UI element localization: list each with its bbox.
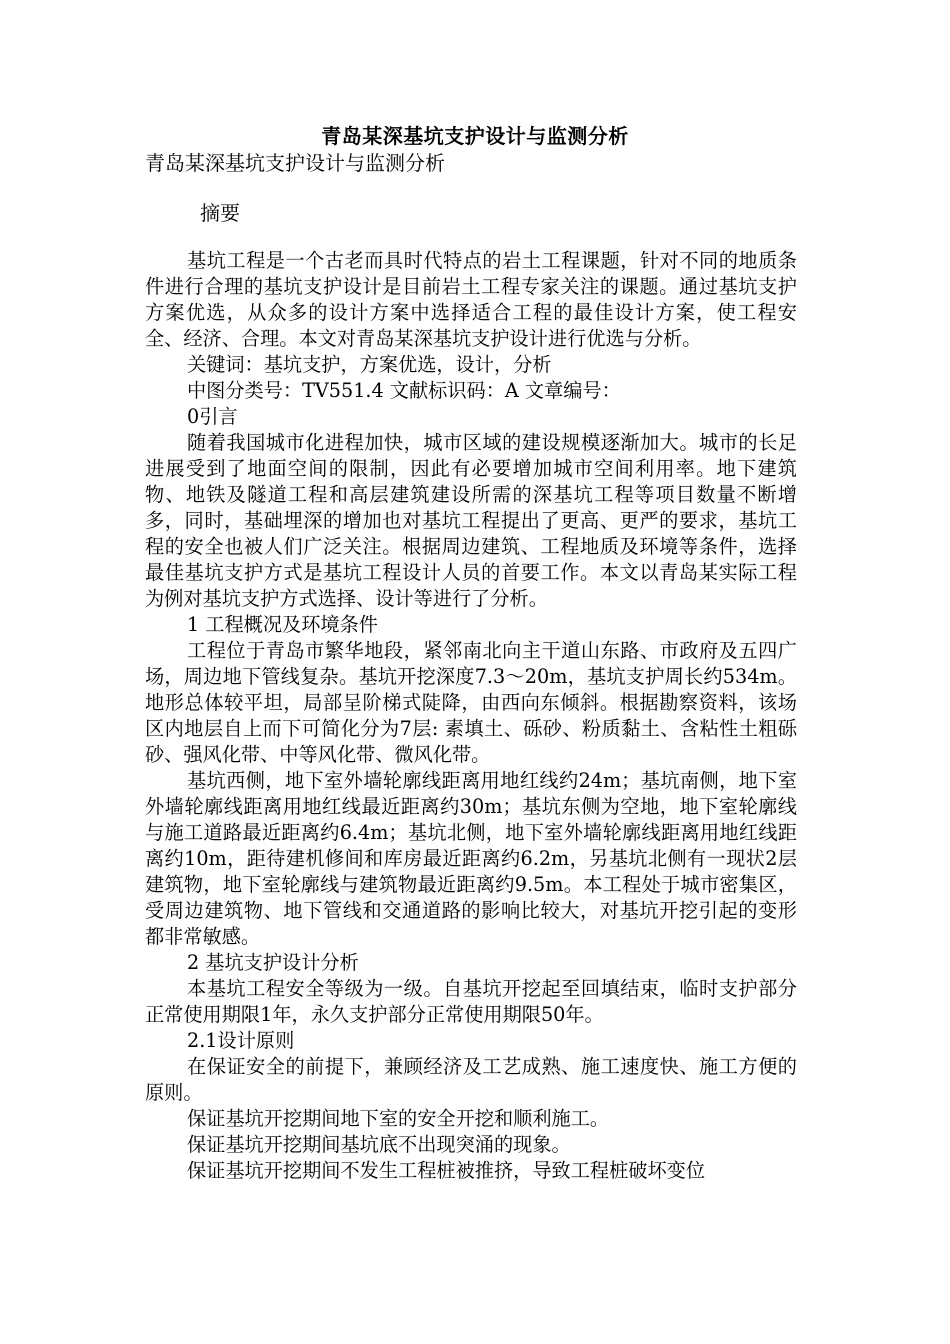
abstract-paragraph: 基坑工程是一个古老而具时代特点的岩土工程课题，针对不同的地质条件进行合理的基坑支护设计是目前岩土工程专家关注的课题。通过基坑支护方案优选，从众多的设计方案中选择适合工程的最佳设计方案，使工程安全、经济、合理。本文对青岛某深基坑支护设计进行优选与分析。 <box>145 249 797 350</box>
introduction-paragraph: 随着我国城市化进程加快，城市区域的建设规模逐渐加大。城市的长足进展受到了地面空间的限制，因此有必要增加城市空间利用率。地下建筑物、地铁及隧道工程和高层建筑建设所需的深基坑工程等项目数量不断增多，同时，基础埋深的增加也对基坑工程提出了更高、更严的要求，基坑工程的安全也被人们广泛关注。根据周边建筑、工程地质及环境等条件，选择最佳基坑支护方式是基坑工程设计人员的首要工作。本文以青岛某实际工程为例对基坑支护方式选择、设计等进行了分析。 <box>145 431 797 610</box>
design-principle-1: 在保证安全的前提下，兼顾经济及工艺成熟、施工速度快、施工方便的原则。 <box>145 1055 797 1104</box>
document-body <box>145 248 797 1184</box>
section-heading-overview: 1 工程概况及环境条件 <box>187 613 378 636</box>
document-subtitle: 青岛某深基坑支护设计与监测分析 <box>145 151 445 175</box>
overview-paragraph-1: 工程位于青岛市繁华地段，紧邻南北向主干道山东路、市政府及五四广场，周边地下管线复杂。基坑开挖深度7.3～20m，基坑支护周长约534m。地形总体较平坦，局部呈阶梯式陡降，由西向东倾斜。根据勘察资料，该场区内地层自上而下可简化分为7层: 素填土、砾砂、粉质黏土、含粘性土粗砾砂、强风化带、中等风化带、微风化带。 <box>145 639 797 766</box>
design-principle-3: 保证基坑开挖期间基坑底不出现突涌的现象。 <box>187 1133 571 1156</box>
classification-line: 中图分类号：TV551.4 文献标识码：A 文章编号： <box>187 379 621 402</box>
design-principle-4: 保证基坑开挖期间不发生工程桩被推挤，导致工程桩破坏变位 <box>187 1159 706 1182</box>
design-analysis-paragraph: 本基坑工程安全等级为一级。自基坑开挖起至回填结束，临时支护部分正常使用期限1年，永久支护部分正常使用期限50年。 <box>145 977 797 1026</box>
section-heading-introduction: 0引言 <box>187 405 238 428</box>
subsection-heading-design-principles: 2.1设计原则 <box>187 1029 295 1052</box>
abstract-heading: 摘要 <box>200 201 240 225</box>
design-principle-2: 保证基坑开挖期间地下室的安全开挖和顺利施工。 <box>187 1107 610 1130</box>
overview-paragraph-2: 基坑西侧，地下室外墙轮廓线距离用地红线约24m；基坑南侧，地下室外墙轮廓线距离用地红线最近距离约30m；基坑东侧为空地，地下室轮廓线与施工道路最近距离约6.4m；基坑北侧，地下室外墙轮廓线距离用地红线距离约10m，距待建机修间和库房最近距离约6.2m，另基坑北侧有一现状2层建筑物，地下室轮廓线与建筑物最近距离约9.5m。本工程处于城市密集区，受周边建筑物、地下管线和交通道路的影响比较大，对基坑开挖引起的变形都非常敏感。 <box>145 769 797 948</box>
keywords-line: 关键词：基坑支护，方案优选，设计，分析 <box>187 353 552 376</box>
document-title: 青岛某深基坑支护设计与监测分析 <box>321 124 629 148</box>
section-heading-design-analysis: 2 基坑支护设计分析 <box>187 951 359 974</box>
